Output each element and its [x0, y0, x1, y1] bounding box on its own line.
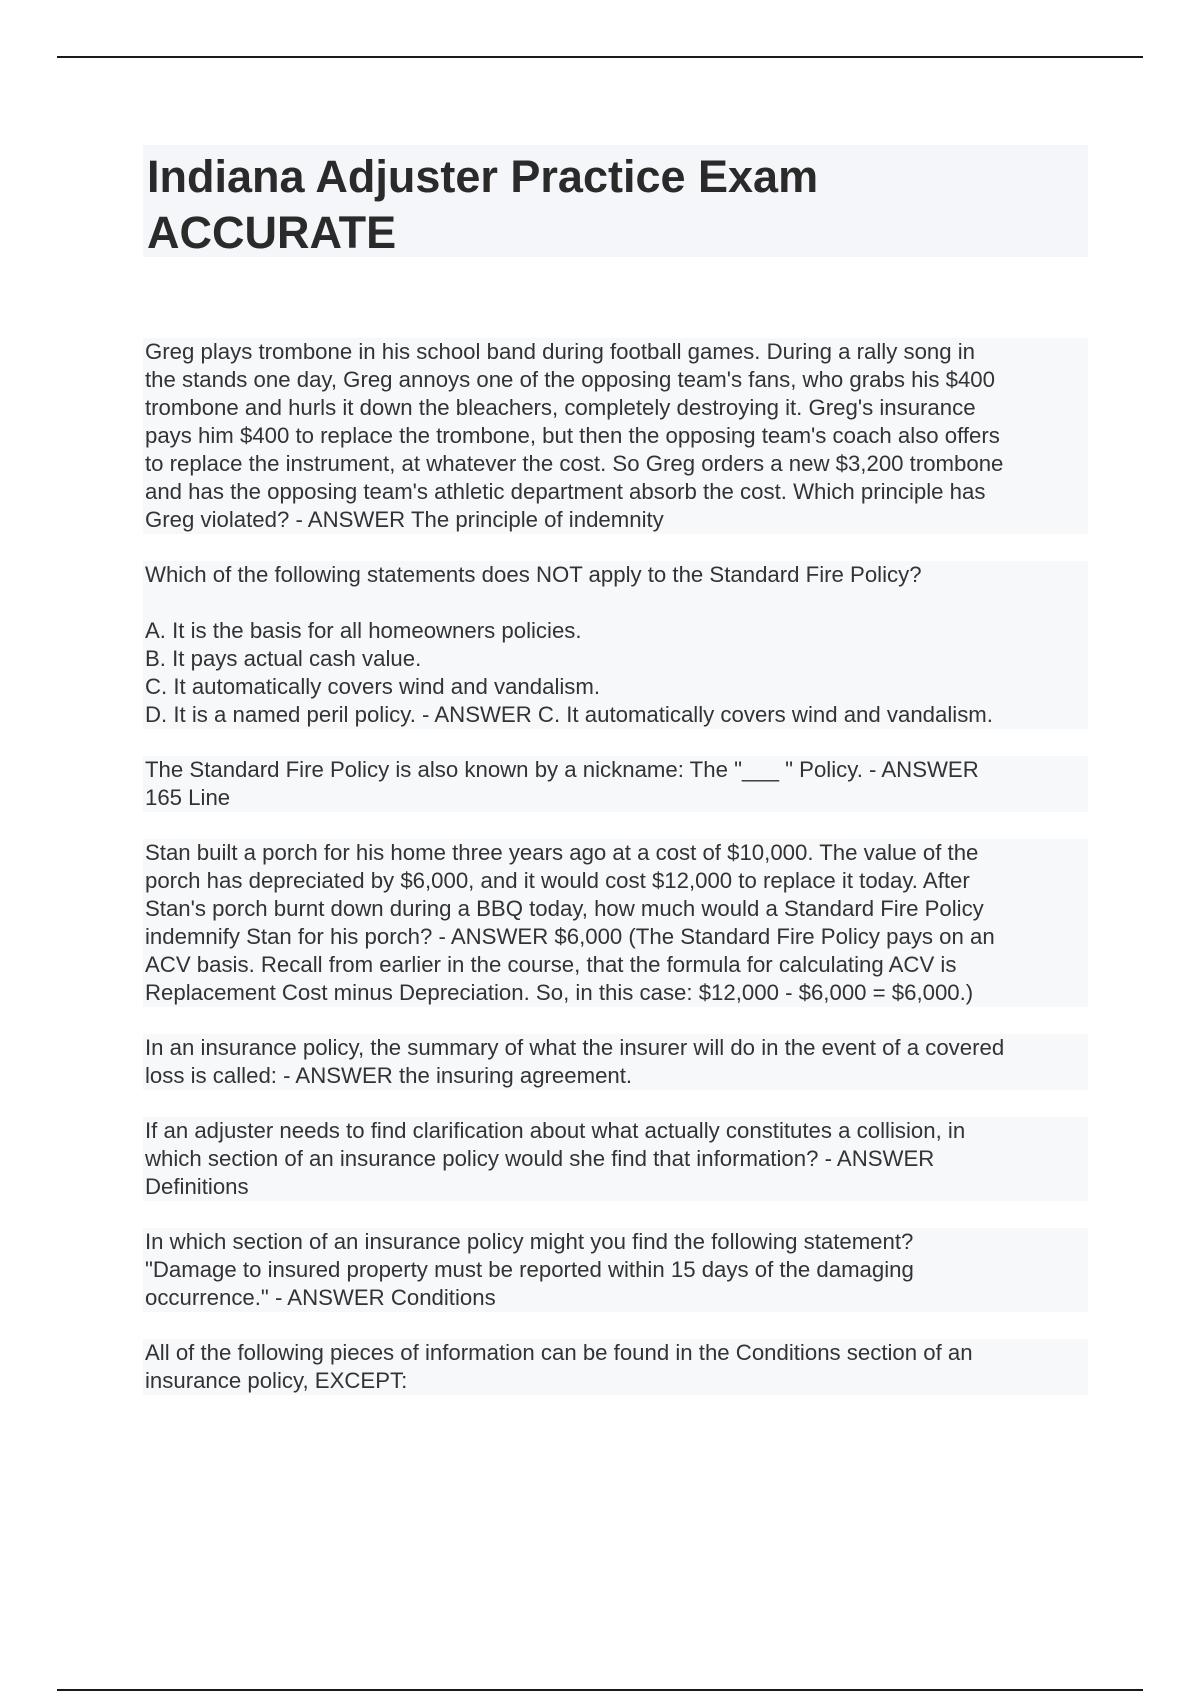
qa-line: Stan built a porch for his home three years ago at a cost of $10,000. The value of the: [145, 840, 979, 865]
qa-block: [143, 1117, 1088, 1201]
qa-block: [143, 756, 1088, 812]
qa-block: [143, 1228, 1088, 1312]
title-line-2: ACCURATE: [147, 207, 397, 258]
qa-content: [143, 338, 1088, 1422]
qa-line: loss is called: - ANSWER the insuring agreement.: [145, 1063, 633, 1088]
qa-line: Greg plays trombone in his school band during football games. During a rally song in: [145, 339, 976, 364]
qa-line: the stands one day, Greg annoys one of the opposing team's fans, who grabs his $400: [145, 367, 995, 392]
qa-line: indemnify Stan for his porch? - ANSWER $6,000 (The Standard Fire Policy pays on an: [145, 924, 995, 949]
qa-line: A. It is the basis for all homeowners policies.: [145, 618, 582, 643]
title-line-1: Indiana Adjuster Practice Exam: [147, 151, 819, 202]
qa-line: ACV basis. Recall from earlier in the course, that the formula for calculating ACV is: [145, 952, 957, 977]
qa-block: [143, 338, 1088, 534]
document-title: [143, 145, 1088, 257]
qa-line: Definitions: [145, 1174, 249, 1199]
top-rule: [57, 56, 1143, 58]
qa-line: Replacement Cost minus Depreciation. So, in this case: $12,000 - $6,000 = $6,000.): [145, 980, 974, 1005]
qa-line: C. It automatically covers wind and vandalism.: [145, 674, 601, 699]
qa-line: In which section of an insurance policy might you find the following statement?: [145, 1229, 914, 1254]
qa-line: occurrence." - ANSWER Conditions: [145, 1285, 496, 1310]
qa-block: [143, 1339, 1088, 1395]
qa-line: which section of an insurance policy would she find that information? - ANSWER: [145, 1146, 935, 1171]
qa-line: D. It is a named peril policy. - ANSWER C. It automatically covers wind and vandalism.: [145, 702, 993, 727]
qa-line: pays him $400 to replace the trombone, but then the opposing team's coach also offers: [145, 423, 1000, 448]
qa-line: Greg violated? - ANSWER The principle of indemnity: [145, 507, 664, 532]
bottom-rule: [57, 1689, 1143, 1691]
qa-line: Stan's porch burnt down during a BBQ today, how much would a Standard Fire Policy: [145, 896, 984, 921]
qa-line: In an insurance policy, the summary of what the insurer will do in the event of a covered: [145, 1035, 1005, 1060]
qa-line: insurance policy, EXCEPT:: [145, 1368, 408, 1393]
qa-line: 165 Line: [145, 785, 231, 810]
blank-line: [145, 589, 1086, 617]
qa-block: [143, 839, 1088, 1007]
qa-line: Which of the following statements does NOT apply to the Standard Fire Policy?: [145, 562, 922, 587]
qa-line: to replace the instrument, at whatever the cost. So Greg orders a new $3,200 trombone: [145, 451, 1004, 476]
qa-block: [143, 561, 1088, 729]
qa-line: The Standard Fire Policy is also known by a nickname: The "___ " Policy. - ANSWER: [145, 757, 979, 782]
qa-line: B. It pays actual cash value.: [145, 646, 422, 671]
qa-line: trombone and hurls it down the bleachers, completely destroying it. Greg's insurance: [145, 395, 976, 420]
qa-block: [143, 1034, 1088, 1090]
qa-line: "Damage to insured property must be reported within 15 days of the damaging: [145, 1257, 914, 1282]
qa-line: If an adjuster needs to find clarification about what actually constitutes a collision, in: [145, 1118, 966, 1143]
qa-line: and has the opposing team's athletic department absorb the cost. Which principle has: [145, 479, 986, 504]
qa-line: porch has depreciated by $6,000, and it would cost $12,000 to replace it today. After: [145, 868, 970, 893]
qa-line: All of the following pieces of information can be found in the Conditions section of an: [145, 1340, 973, 1365]
